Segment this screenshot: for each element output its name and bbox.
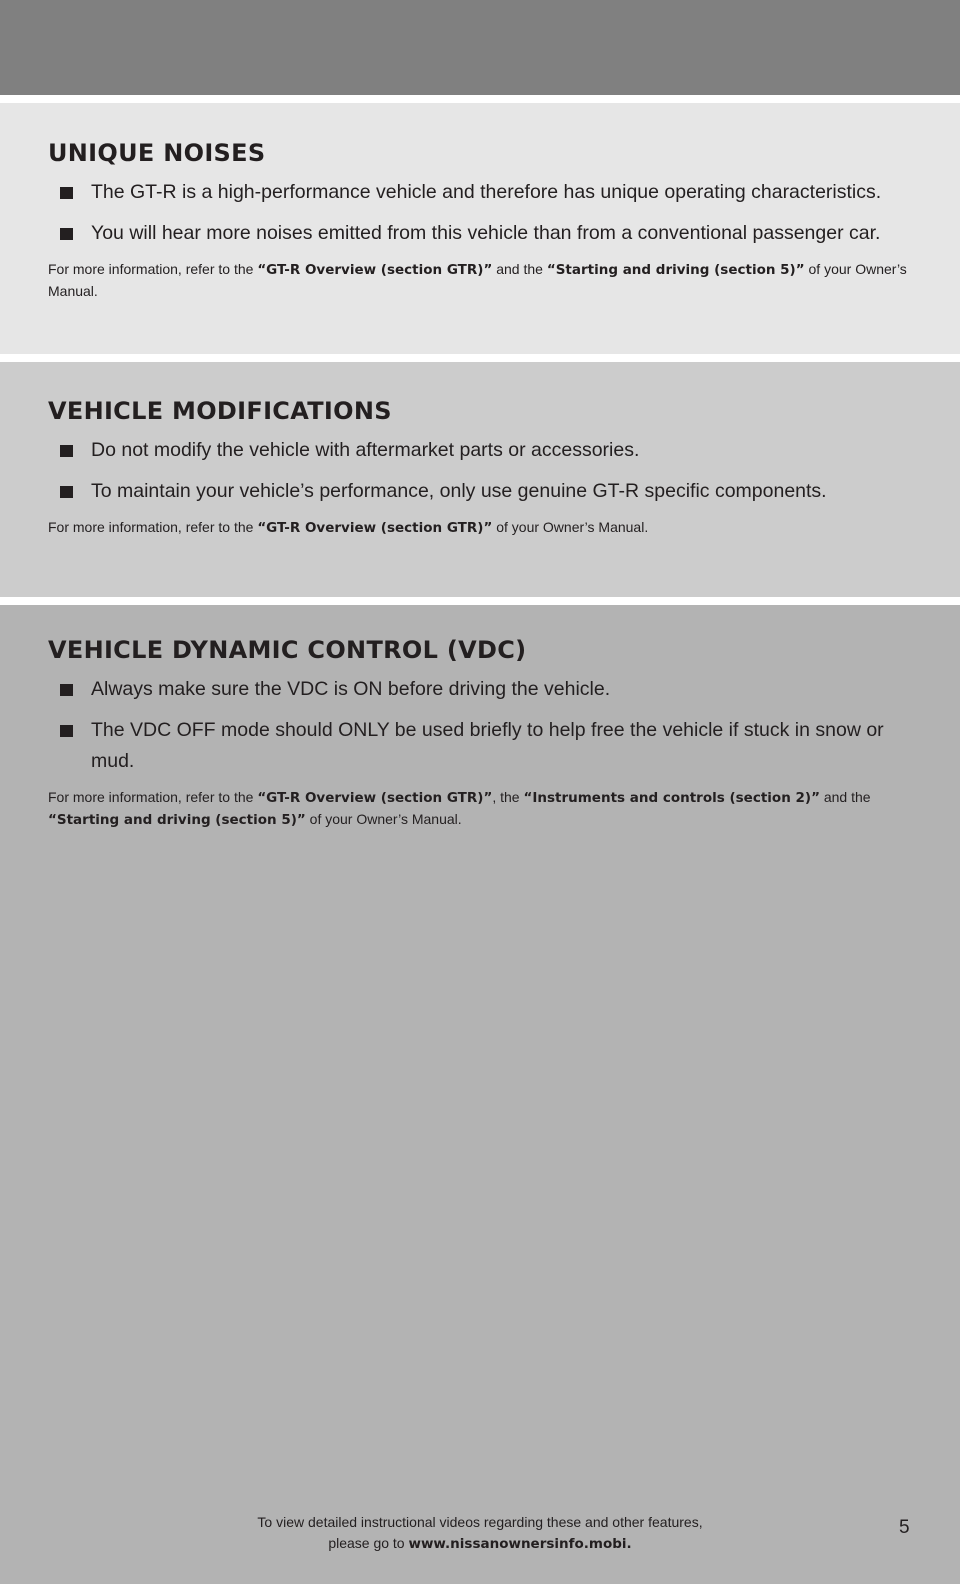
section-unique-noises (0, 103, 960, 354)
list-item: The VDC OFF mode should ONLY be used briefly to help free the vehicle if stuck in snow or mud. (48, 715, 924, 777)
square-bullet-icon (60, 725, 73, 737)
section-title: VEHICLE MODIFICATIONS (48, 397, 392, 425)
bullet-list (48, 674, 924, 777)
list-item: The GT-R is a high-performance vehicle and therefore has unique operating characteristics. (48, 177, 924, 208)
square-bullet-icon (60, 684, 73, 696)
bullet-list (48, 435, 924, 507)
section-vehicle-modifications (0, 362, 960, 597)
square-bullet-icon (60, 445, 73, 457)
list-item: You will hear more noises emitted from this vehicle than from a conventional passenger car. (48, 218, 924, 249)
page-number: 5 (899, 1517, 910, 1538)
section-vdc (0, 605, 960, 1584)
list-item: Always make sure the VDC is ON before driving the vehicle. (48, 674, 924, 705)
owners-info-link[interactable]: www.nissanownersinfo.mobi. (408, 1536, 632, 1552)
square-bullet-icon (60, 228, 73, 240)
footer-note: To view detailed instructional videos regarding these and other features, please go to www.nissanownersinfo.mobi. (257, 1514, 703, 1552)
list-item: Do not modify the vehicle with aftermarket parts or accessories. (48, 435, 924, 466)
top-header-band (0, 0, 960, 95)
square-bullet-icon (60, 486, 73, 498)
list-item: To maintain your vehicle’s performance, only use genuine GT-R specific components. (48, 476, 924, 507)
section-title: VEHICLE DYNAMIC CONTROL (VDC) (48, 636, 527, 664)
reference-note: For more information, refer to the “GT-R Overview (section GTR)” of your Owner’s Manual. (48, 519, 649, 536)
bullet-list (48, 177, 924, 249)
reference-note: For more information, refer to the “GT-R Overview (section GTR)” and the “Starting and driving (section 5)” of your Owner’s Manual. (48, 261, 907, 299)
square-bullet-icon (60, 187, 73, 199)
section-title: UNIQUE NOISES (48, 139, 266, 167)
reference-note: For more information, refer to the “GT-R Overview (section GTR)”, the “Instruments and controls (section 2)” and the “Starting and driving (section 5)” of your Owner’s Manual. (48, 789, 871, 828)
